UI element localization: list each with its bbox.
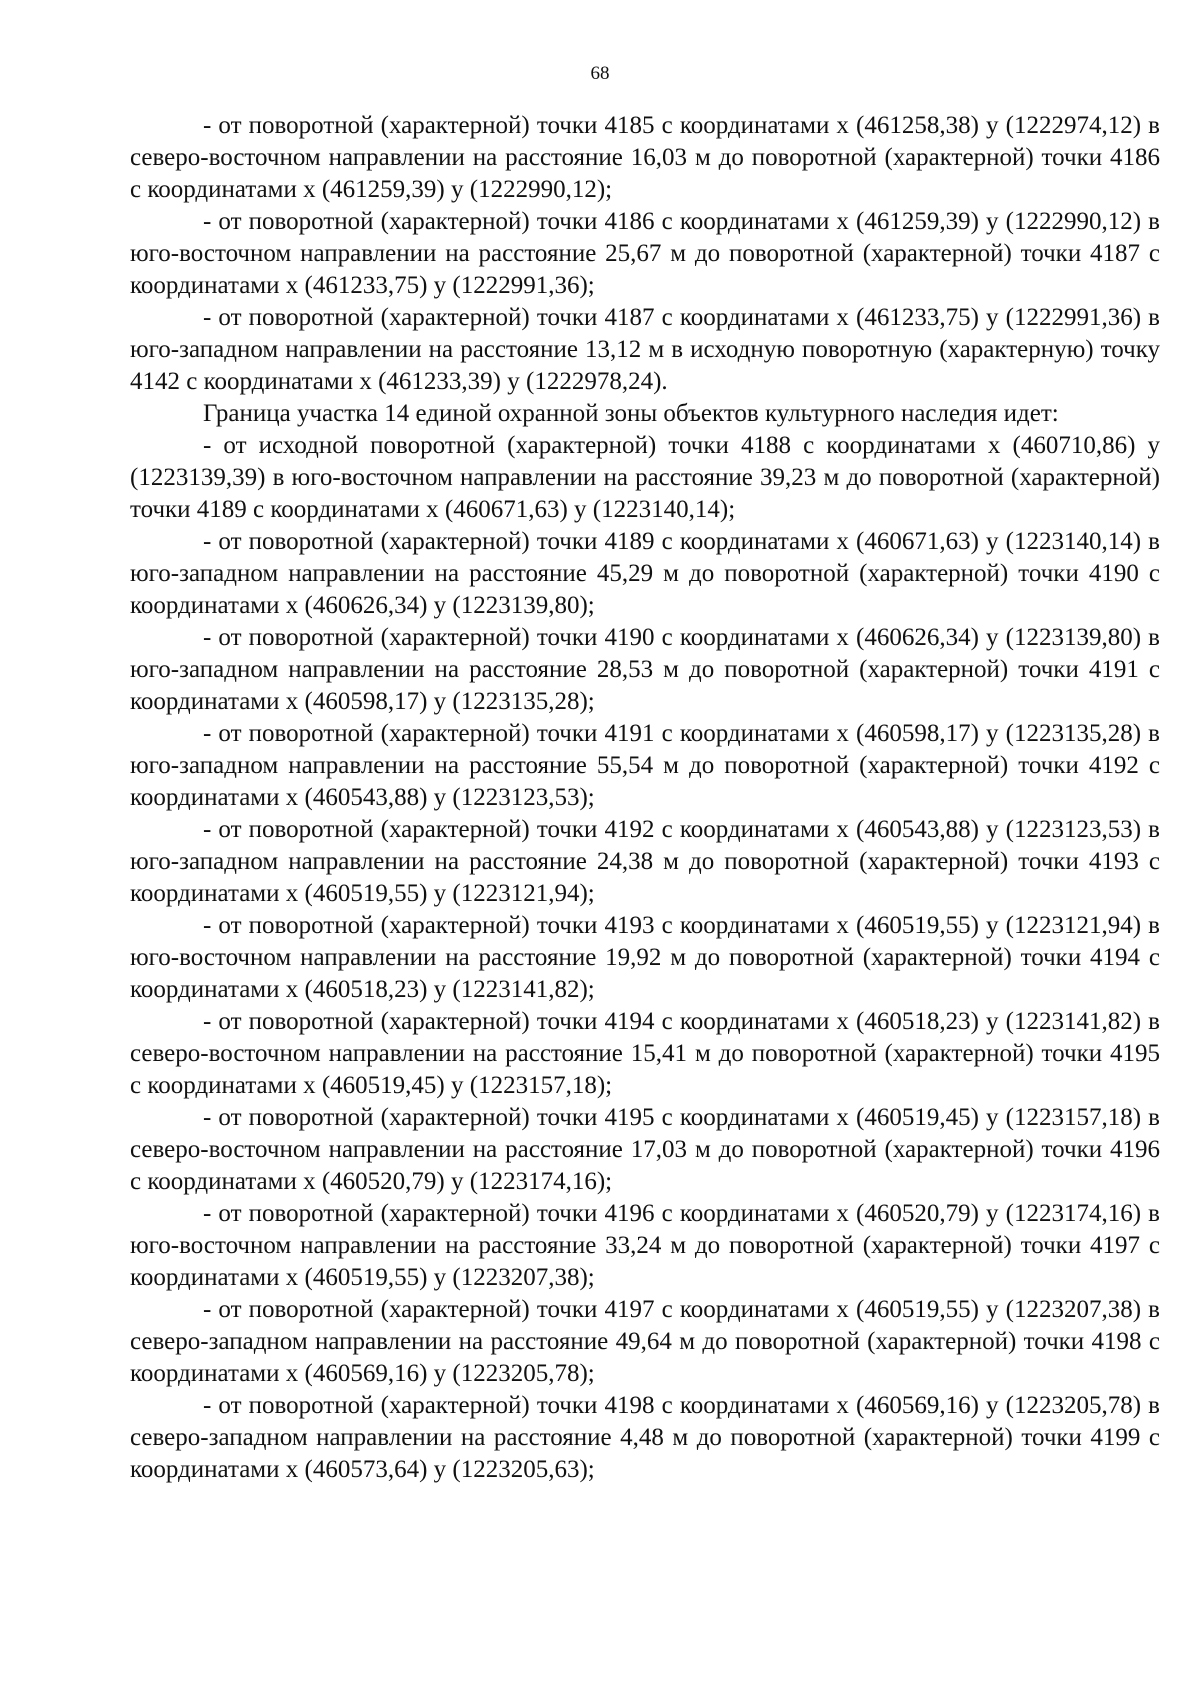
paragraph-boundary-4188: - от исходной поворотной (характерной) точки 4188 с координатами х (460710,86) у (1223139,39) в юго-восточном направлении на расстояние 39,23 м до поворотной (характерной) точки 4189 с координатами х (460671,63) у (1223140,14); [130, 432, 1160, 523]
paragraph-boundary-4193: - от поворотной (характерной) точки 4193 с координатами х (460519,55) у (1223121,94) в юго-восточном направлении на расстояние 19,92 м до поворотной (характерной) точки 4194 с координатами х (460518,23) у (1223141,82); [130, 912, 1160, 1003]
page-number: 68 [590, 63, 610, 84]
paragraph-boundary-4196: - от поворотной (характерной) точки 4196 с координатами х (460520,79) у (1223174,16) в юго-восточном направлении на расстояние 33,24 м до поворотной (характерной) точки 4197 с координатами х (460519,55) у (1223207,38); [130, 1200, 1160, 1291]
paragraph-boundary-4194: - от поворотной (характерной) точки 4194 с координатами х (460518,23) у (1223141,82) в северо-восточном направлении на расстояние 15,41 м до поворотной (характерной) точки 4195 с координатами х (460519,45) у (1223157,18); [130, 1008, 1160, 1099]
paragraph-boundary-4197: - от поворотной (характерной) точки 4197 с координатами х (460519,55) у (1223207,38) в северо-западном направлении на расстояние 49,64 м до поворотной (характерной) точки 4198 с координатами х (460569,16) у (1223205,78); [130, 1296, 1160, 1387]
paragraph-boundary-4185: - от поворотной (характерной) точки 4185 с координатами х (461258,38) у (1222974,12) в северо-восточном направлении на расстояние 16,03 м до поворотной (характерной) точки 4186 с координатами х (461259,39) у (1222990,12); [130, 112, 1160, 203]
paragraph-section-heading: Граница участка 14 единой охранной зоны объектов культурного наследия идет: [203, 400, 1059, 427]
paragraph-boundary-4187: - от поворотной (характерной) точки 4187 с координатами х (461233,75) у (1222991,36) в юго-западном направлении на расстояние 13,12 м в исходную поворотную (характерную) точку 4142 с координатами х (461233,39) у (1222978,24). [130, 304, 1160, 395]
paragraph-boundary-4186: - от поворотной (характерной) точки 4186 с координатами х (461259,39) у (1222990,12) в юго-восточном направлении на расстояние 25,67 м до поворотной (характерной) точки 4187 с координатами х (461233,75) у (1222991,36); [130, 208, 1160, 299]
paragraph-boundary-4192: - от поворотной (характерной) точки 4192 с координатами х (460543,88) у (1223123,53) в юго-западном направлении на расстояние 24,38 м до поворотной (характерной) точки 4193 с координатами х (460519,55) у (1223121,94); [130, 816, 1160, 907]
document-body [130, 110, 1160, 1486]
paragraph-boundary-4191: - от поворотной (характерной) точки 4191 с координатами х (460598,17) у (1223135,28) в юго-западном направлении на расстояние 55,54 м до поворотной (характерной) точки 4192 с координатами х (460543,88) у (1223123,53); [130, 720, 1160, 811]
paragraph-boundary-4195: - от поворотной (характерной) точки 4195 с координатами х (460519,45) у (1223157,18) в северо-восточном направлении на расстояние 17,03 м до поворотной (характерной) точки 4196 с координатами х (460520,79) у (1223174,16); [130, 1104, 1160, 1195]
paragraph-boundary-4198: - от поворотной (характерной) точки 4198 с координатами х (460569,16) у (1223205,78) в северо-западном направлении на расстояние 4,48 м до поворотной (характерной) точки 4199 с координатами х (460573,64) у (1223205,63); [130, 1392, 1160, 1483]
paragraph-boundary-4189: - от поворотной (характерной) точки 4189 с координатами х (460671,63) у (1223140,14) в юго-западном направлении на расстояние 45,29 м до поворотной (характерной) точки 4190 с координатами х (460626,34) у (1223139,80); [130, 528, 1160, 619]
paragraph-boundary-4190: - от поворотной (характерной) точки 4190 с координатами х (460626,34) у (1223139,80) в юго-западном направлении на расстояние 28,53 м до поворотной (характерной) точки 4191 с координатами х (460598,17) у (1223135,28); [130, 624, 1160, 715]
